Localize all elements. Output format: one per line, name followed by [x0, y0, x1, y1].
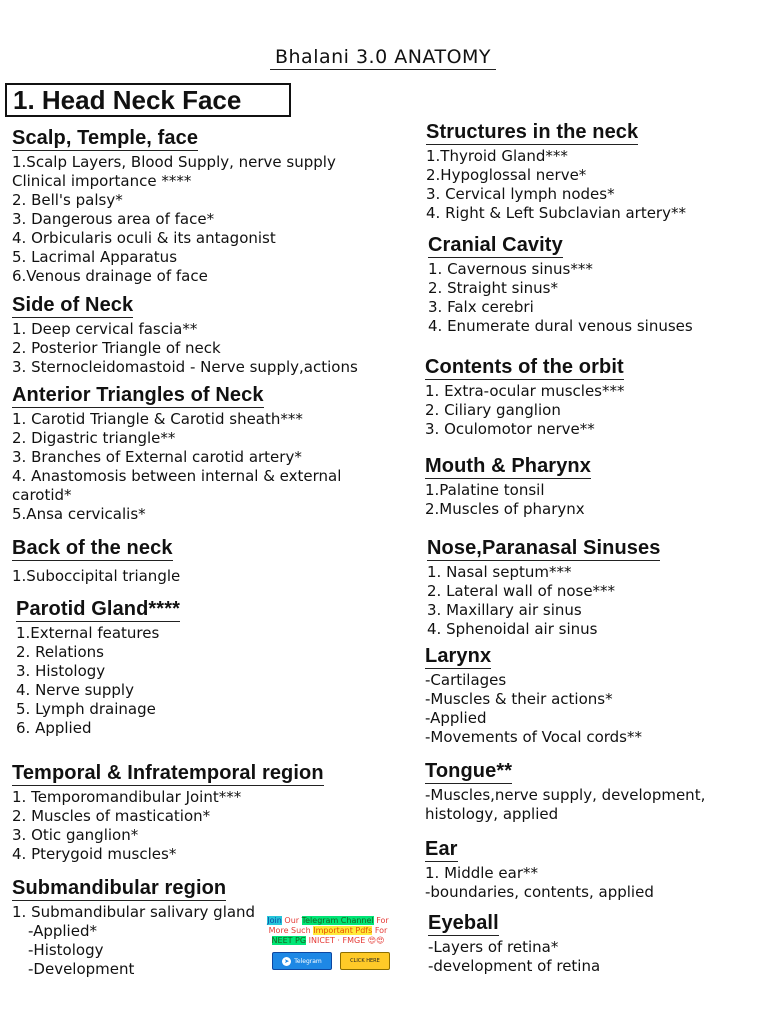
list-item: 5. Lacrimal Apparatus — [12, 248, 178, 266]
list-item: 1. Cavernous sinus*** — [428, 260, 593, 278]
list-item: 4. Orbicularis oculi & its antagonist — [12, 229, 276, 247]
list-item: 1.Palatine tonsil — [425, 481, 545, 499]
list-item: -Movements of Vocal cords** — [425, 728, 642, 746]
section-cranial-cavity — [428, 234, 693, 336]
list-item: 5.Ansa cervicalis* — [12, 505, 146, 523]
list-item: 1. Extra-ocular muscles*** — [425, 382, 625, 400]
section-parotid-gland — [16, 598, 180, 738]
section-heading: Back of the neck — [12, 537, 173, 559]
section-ear — [425, 838, 654, 902]
promo-word: More Such — [268, 926, 311, 935]
promo-text — [258, 916, 398, 946]
list-item: -Histology — [28, 941, 104, 959]
section-heading: Scalp, Temple, face — [12, 127, 199, 149]
section-eyeball — [428, 912, 600, 976]
list-item: 2. Lateral wall of nose*** — [427, 582, 616, 600]
list-item: 3. Otic ganglion* — [12, 826, 139, 844]
section-tongue — [425, 760, 705, 824]
section-heading: Cranial Cavity — [428, 234, 563, 256]
list-item: 2.Hypoglossal nerve* — [426, 166, 587, 184]
section-heading: Parotid Gland**** — [16, 598, 180, 620]
list-item: Clinical importance **** — [12, 172, 192, 190]
list-item: 1. Carotid Triangle & Carotid sheath*** — [12, 410, 303, 428]
telegram-button[interactable] — [272, 952, 332, 970]
section-nose-paranasal — [427, 537, 660, 639]
list-item: 4. Sphenoidal air sinus — [427, 620, 598, 638]
list-item: 3. Falx cerebri — [428, 298, 534, 316]
list-item: 3. Histology — [16, 662, 106, 680]
section-heading: Structures in the neck — [426, 121, 639, 143]
list-item: 1. Middle ear** — [425, 864, 538, 882]
section-larynx — [425, 645, 642, 747]
section-heading: Ear — [425, 838, 458, 860]
list-item: 1.Scalp Layers, Blood Supply, nerve supply — [12, 153, 336, 171]
section-back-of-neck — [12, 537, 180, 586]
list-item: 4. Pterygoid muscles* — [12, 845, 177, 863]
section-side-of-neck — [12, 294, 358, 377]
list-item: 1. Nasal septum*** — [427, 563, 572, 581]
list-item: 4. Right & Left Subclavian artery** — [426, 204, 686, 222]
list-item: 2. Bell's palsy* — [12, 191, 123, 209]
promo-word: Our — [284, 916, 300, 925]
list-item: 3. Oculomotor nerve** — [425, 420, 595, 438]
list-item: 4. Nerve supply — [16, 681, 134, 699]
chapter-title: 1. Head Neck Face — [5, 83, 291, 117]
promo-word: Join — [267, 916, 282, 925]
list-item: -Muscles,nerve supply, development, — [425, 786, 706, 804]
list-item: -Muscles & their actions* — [425, 690, 613, 708]
list-item: 2.Muscles of pharynx — [425, 500, 585, 518]
list-item: 6. Applied — [16, 719, 92, 737]
list-item: 1. Submandibular salivary gland — [12, 903, 256, 921]
promo-word: Important Pdfs — [313, 926, 373, 935]
list-item: 1.Thyroid Gland*** — [426, 147, 568, 165]
section-heading: Larynx — [425, 645, 492, 667]
list-item: 1. Temporomandibular Joint*** — [12, 788, 242, 806]
section-scalp-temple-face — [12, 127, 336, 286]
list-item: 3. Dangerous area of face* — [12, 210, 215, 228]
list-item: histology, applied — [425, 805, 559, 823]
list-item: 1.Suboccipital triangle — [12, 567, 181, 585]
list-item: 2. Digastric triangle** — [12, 429, 176, 447]
list-item: 6.Venous drainage of face — [12, 267, 208, 285]
list-item: carotid* — [12, 486, 72, 504]
telegram-label: Telegram — [294, 957, 322, 965]
section-mouth-pharynx — [425, 455, 591, 519]
section-submandibular-region — [12, 877, 255, 979]
click-here-button[interactable]: CLICK HERE — [340, 952, 390, 970]
section-heading: Anterior Triangles of Neck — [12, 384, 264, 406]
list-item: 3. Maxillary air sinus — [427, 601, 582, 619]
section-heading: Nose,Paranasal Sinuses — [427, 537, 661, 559]
list-item: 3. Branches of External carotid artery* — [12, 448, 302, 466]
section-heading: Eyeball — [428, 912, 499, 934]
promo-word: NEET PG — [271, 936, 307, 945]
promo-word: Telegram Channel — [301, 916, 374, 925]
list-item: 1. Deep cervical fascia** — [12, 320, 198, 338]
list-item: -Applied — [425, 709, 487, 727]
list-item: -Applied* — [28, 922, 97, 940]
promo-word: INICET · FMGE 😍😍 — [308, 936, 385, 945]
promo-word: For — [376, 916, 389, 925]
list-item: -Development — [28, 960, 135, 978]
list-item: 2. Relations — [16, 643, 104, 661]
list-item: -development of retina — [428, 957, 601, 975]
section-contents-of-orbit — [425, 356, 624, 439]
promo-word: For — [374, 926, 388, 935]
section-heading: Temporal & Infratemporal region — [12, 762, 324, 784]
list-item: 2. Muscles of mastication* — [12, 807, 211, 825]
telegram-icon: ➤ — [284, 957, 290, 965]
section-heading: Tongue** — [425, 760, 513, 782]
list-item: 4. Anastomosis between internal & external — [12, 467, 342, 485]
document-title: Bhalani 3.0 ANATOMY — [270, 46, 496, 70]
section-structures-in-neck — [426, 121, 686, 223]
list-item: -Cartilages — [425, 671, 507, 689]
section-heading: Submandibular region — [12, 877, 227, 899]
section-heading: Side of Neck — [12, 294, 134, 316]
list-item: 1.External features — [16, 624, 160, 642]
list-item: 5. Lymph drainage — [16, 700, 156, 718]
telegram-promo — [258, 916, 398, 982]
section-anterior-triangles — [12, 384, 341, 524]
list-item: 2. Ciliary ganglion — [425, 401, 561, 419]
list-item: -boundaries, contents, applied — [425, 883, 654, 901]
section-heading: Mouth & Pharynx — [425, 455, 591, 477]
section-temporal-infratemporal — [12, 762, 324, 864]
list-item: -Layers of retina* — [428, 938, 559, 956]
list-item: 2. Straight sinus* — [428, 279, 558, 297]
list-item: 3. Cervical lymph nodes* — [426, 185, 615, 203]
list-item: 4. Enumerate dural venous sinuses — [428, 317, 693, 335]
list-item: 2. Posterior Triangle of neck — [12, 339, 221, 357]
section-heading: Contents of the orbit — [425, 356, 624, 378]
list-item: 3. Sternocleidomastoid - Nerve supply,actions — [12, 358, 358, 376]
